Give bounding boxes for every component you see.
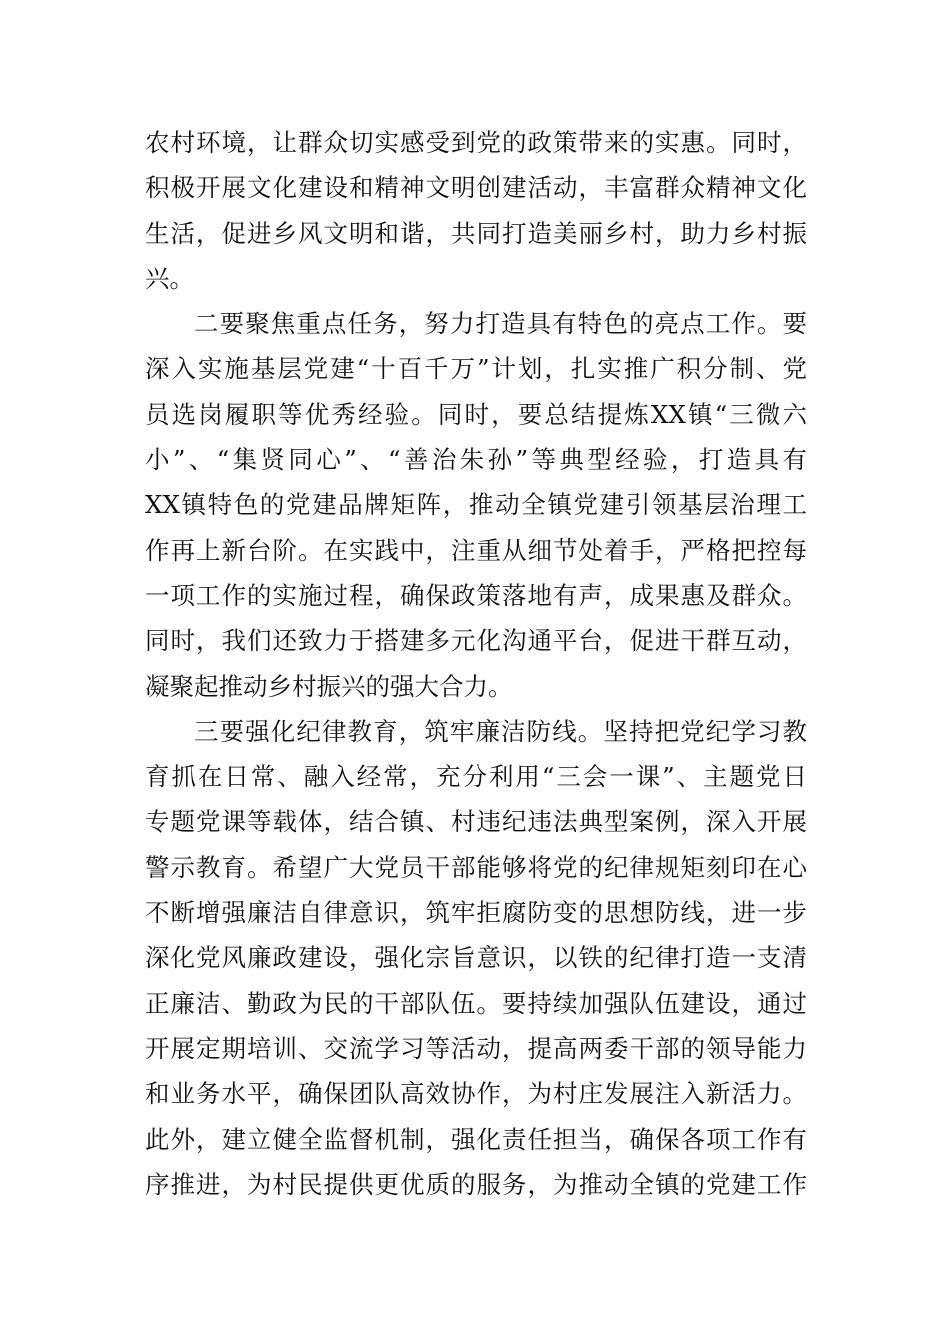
text-line: 生活，促进乡风文明和谐，共同打造美丽乡村，助力乡村振	[145, 218, 807, 248]
text-line: 序推进，为村民提供更优质的服务，为推动全镇的党建工作	[145, 1169, 807, 1199]
paragraph-3-first-line: 三要强化纪律教育，筑牢廉洁防线。坚持把党纪学习教	[194, 716, 807, 746]
text-line: XX镇特色的党建品牌矩阵，推动全镇党建引领基层治理工	[145, 490, 807, 520]
text-line: 开展定期培训、交流学习等活动，提高两委干部的领导能力	[145, 1033, 807, 1063]
text-line: 专题党课等载体，结合镇、村违纪违法典型案例，深入开展	[145, 807, 807, 837]
paragraph-2-first-line: 二要聚焦重点任务，努力打造具有特色的亮点工作。要	[194, 309, 807, 339]
text-line: 农村环境，让群众切实感受到党的政策带来的实惠。同时，	[145, 128, 807, 157]
body-text	[145, 120, 807, 1207]
text-line: 警示教育。希望广大党员干部能够将党的纪律规矩刻印在心	[145, 852, 807, 882]
text-line: 作再上新台阶。在实践中，注重从细节处着手，严格把控每	[145, 535, 807, 565]
text-line: 一项工作的实施过程，确保政策落地有声，成果惠及群众。	[145, 580, 807, 610]
text-line: 深入实施基层党建“十百千万”计划，扎实推广积分制、党	[145, 354, 807, 384]
text-line: 此外，建立健全监督机制，强化责任担当，确保各项工作有	[145, 1124, 807, 1154]
text-line: 积极开展文化建设和精神文明创建活动，丰富群众精神文化	[145, 173, 807, 203]
text-line: 兴。	[145, 263, 194, 293]
text-line: 和业务水平，确保团队高效协作，为村庄发展注入新活力。	[145, 1079, 807, 1109]
text-line: 凝聚起推动乡村振兴的强大合力。	[145, 671, 513, 701]
text-line: 小”、“集贤同心”、“善治朱孙”等典型经验，打造具有	[145, 445, 807, 475]
text-line: 正廉洁、勤政为民的干部队伍。要持续加强队伍建设，通过	[145, 988, 807, 1018]
text-line: 育抓在日常、融入经常，充分利用“三会一课”、主题党日	[145, 762, 807, 792]
text-line: 同时，我们还致力于搭建多元化沟通平台，促进干群互动，	[145, 626, 807, 656]
text-line: 不断增强廉洁自律意识，筑牢拒腐防变的思想防线，进一步	[145, 898, 807, 928]
text-line: 深化党风廉政建设，强化宗旨意识，以铁的纪律打造一支清	[145, 943, 807, 973]
text-line: 员选岗履职等优秀经验。同时，要总结提炼XX镇“三微六	[145, 399, 807, 429]
